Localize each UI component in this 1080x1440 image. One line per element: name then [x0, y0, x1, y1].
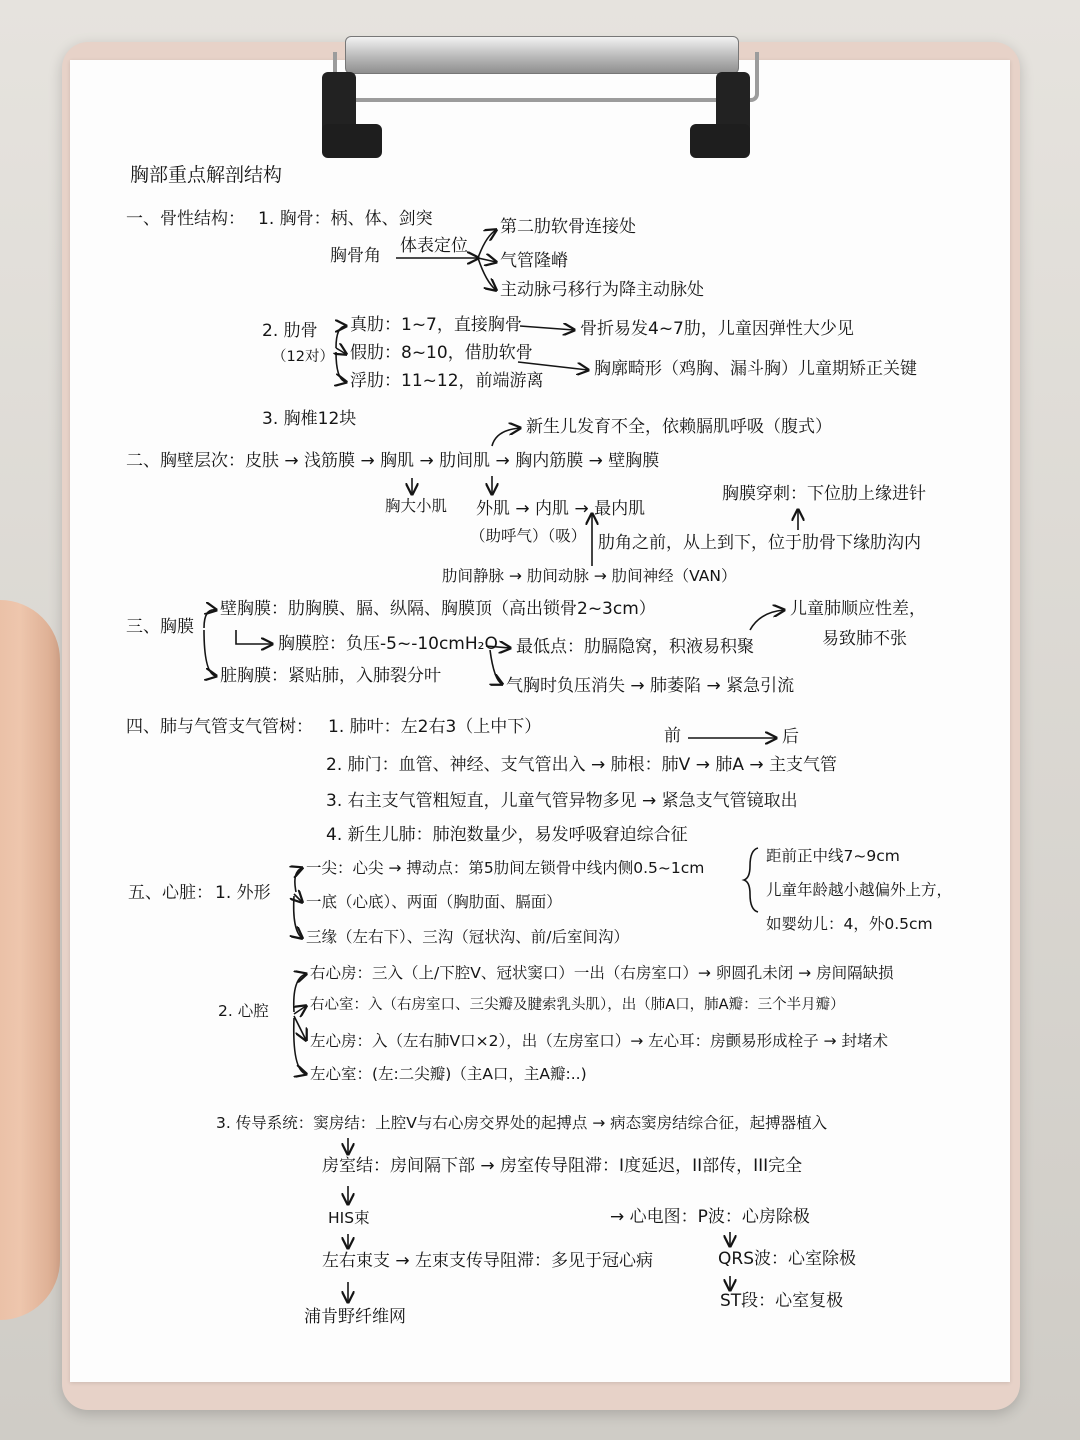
s1-branch-1: 第二肋软骨连接处	[500, 217, 636, 237]
s3-cavity: 胸膜腔：负压-5~-10cmH₂O	[278, 634, 498, 654]
s4-newborn-lung: 4. 新生儿肺：肺泡数量少，易发呼吸窘迫综合征	[326, 825, 688, 845]
s1-ribs: 2. 肋骨	[262, 321, 318, 341]
s5-conduction: 3. 传导系统：窦房结：上腔V与右心房交界处的起搏点 → 病态窦房结综合征，起搏器植入	[216, 1114, 828, 1132]
s4-front: 前	[664, 726, 681, 746]
s3-heading: 三、胸膜	[126, 617, 194, 637]
s5-dist-3: 如婴幼儿：4，外0.5cm	[766, 915, 933, 933]
s3-parietal: 壁胸膜：肋胸膜、膈、纵隔、胸膜顶（高出锁骨2~3cm）	[220, 599, 656, 619]
s2-angle-front: 肋角之前，从上到下，位于肋骨下缘肋沟内	[598, 533, 921, 553]
s2-van: 肋间静脉 → 肋间动脉 → 肋间神经（VAN）	[442, 567, 737, 585]
s1-false-rib: 假肋：8~10，借肋软骨	[350, 343, 533, 363]
s3-child-note-2: 易致肺不张	[822, 629, 907, 649]
clip-foot-left	[322, 124, 382, 158]
clip-plate	[345, 36, 739, 74]
s1-angle: 胸骨角	[330, 246, 381, 266]
s4-back: 后	[782, 727, 799, 747]
s1-branch-2: 气管隆嵴	[500, 251, 568, 271]
s1-landmark: 体表定位	[400, 236, 468, 256]
s2-heading: 二、胸壁层次：皮肤 → 浅筋膜 → 胸肌 → 肋间肌 → 胸内筋膜 → 壁胸膜	[126, 451, 660, 471]
s2-breath: （助呼气）（吸）	[470, 527, 587, 545]
s5-base: 一底（心底）、两面（胸肋面、膈面）	[306, 893, 562, 911]
s3-lowest: 最低点：肋膈隐窝，积液易积聚	[516, 637, 754, 657]
s5-qrs: QRS波：心室除极	[718, 1249, 856, 1269]
s4-hilum: 2. 肺门：血管、神经、支气管出入 → 肺根：肺V → 肺A → 主支气管	[326, 755, 838, 775]
hand	[0, 600, 60, 1320]
s3-visceral: 脏胸膜：紧贴肺，入肺裂分叶	[220, 666, 441, 686]
s5-st: ST段：心室复极	[720, 1291, 844, 1311]
s1-thoracic: 3. 胸椎12块	[262, 409, 357, 429]
s5-shape: 1. 外形	[215, 883, 271, 903]
s4-heading: 四、肺与气管支气管树：	[126, 717, 313, 737]
s5-ecg: → 心电图：P波：心房除极	[610, 1207, 810, 1227]
s1-true-note: 骨折易发4~7肋，儿童因弹性大少见	[580, 319, 854, 339]
s1-deform-note: 胸廓畸形（鸡胸、漏斗胸）儿童期矫正关键	[594, 359, 917, 379]
s1-true-rib: 真肋：1~7，直接胸骨	[350, 315, 522, 335]
s5-rv: 右心室：入（右房室口、三尖瓣及腱索乳头肌），出（肺A口，肺A瓣：三个半月瓣）	[310, 997, 845, 1013]
s5-bundle: 左右束支 → 左束支传导阻滞：多见于冠心病	[322, 1251, 654, 1271]
s5-purkinje: 浦肯野纤维网	[304, 1307, 406, 1327]
s1-heading: 一、骨性结构：	[126, 209, 245, 229]
s3-pneumo: 气胸时负压消失 → 肺萎陷 → 紧急引流	[506, 676, 795, 696]
s4-bronchus: 3. 右主支气管粗短直，儿童气管异物多见 → 紧急支气管镜取出	[326, 791, 798, 811]
s1-branch-3: 主动脉弓移行为降主动脉处	[500, 280, 704, 300]
s5-la: 左心房：入（左右肺V口×2），出（左房室口）→ 左心耳：房颤易形成栓子 → 封堵术	[310, 1032, 888, 1050]
s2-pect: 胸大小肌	[385, 497, 448, 515]
s4-lobes: 1. 肺叶：左2右3（上中下）	[328, 717, 542, 737]
s5-edges: 三缘（左右下）、三沟（冠状沟、前/后室间沟）	[306, 928, 629, 946]
s5-apex: 一尖：心尖 → 搏动点：第5肋间左锁骨中线内侧0.5~1cm	[306, 859, 705, 877]
page-title: 胸部重点解剖结构	[130, 164, 283, 186]
s1-float-rib: 浮肋：11~12，前端游离	[350, 371, 544, 391]
s5-chambers: 2. 心腔	[218, 1002, 269, 1020]
s1-sternum: 1. 胸骨：柄、体、剑突	[258, 209, 433, 229]
s2-newborn: 新生儿发育不全，依赖膈肌呼吸（腹式）	[526, 417, 832, 437]
s5-lv: 左心室：(左:二尖瓣)（主A口，主A瓣:..)	[310, 1065, 587, 1083]
s2-puncture: 胸膜穿刺：下位肋上缘进针	[722, 484, 926, 504]
s2-muscles: 外肌 → 内肌 → 最内肌	[476, 499, 646, 519]
clip-foot-right	[690, 124, 750, 158]
s5-dist-1: 距前正中线7~9cm	[766, 847, 900, 865]
s5-ra: 右心房：三入（上/下腔V、冠状窦口）一出（右房室口）→ 卵圆孔未闭 → 房间隔缺损	[310, 964, 894, 982]
s5-avnode: 房室结：房间隔下部 → 房室传导阻滞：I度延迟，II部传，III完全	[322, 1156, 803, 1176]
s5-heading: 五、心脏：	[128, 883, 213, 903]
s3-child-note-1: 儿童肺顺应性差，	[790, 599, 926, 619]
s1-ribs-count: （12对）	[272, 349, 334, 365]
s5-his: HIS束	[328, 1209, 370, 1227]
s5-dist-2: 儿童年龄越小越偏外上方，	[766, 881, 953, 899]
